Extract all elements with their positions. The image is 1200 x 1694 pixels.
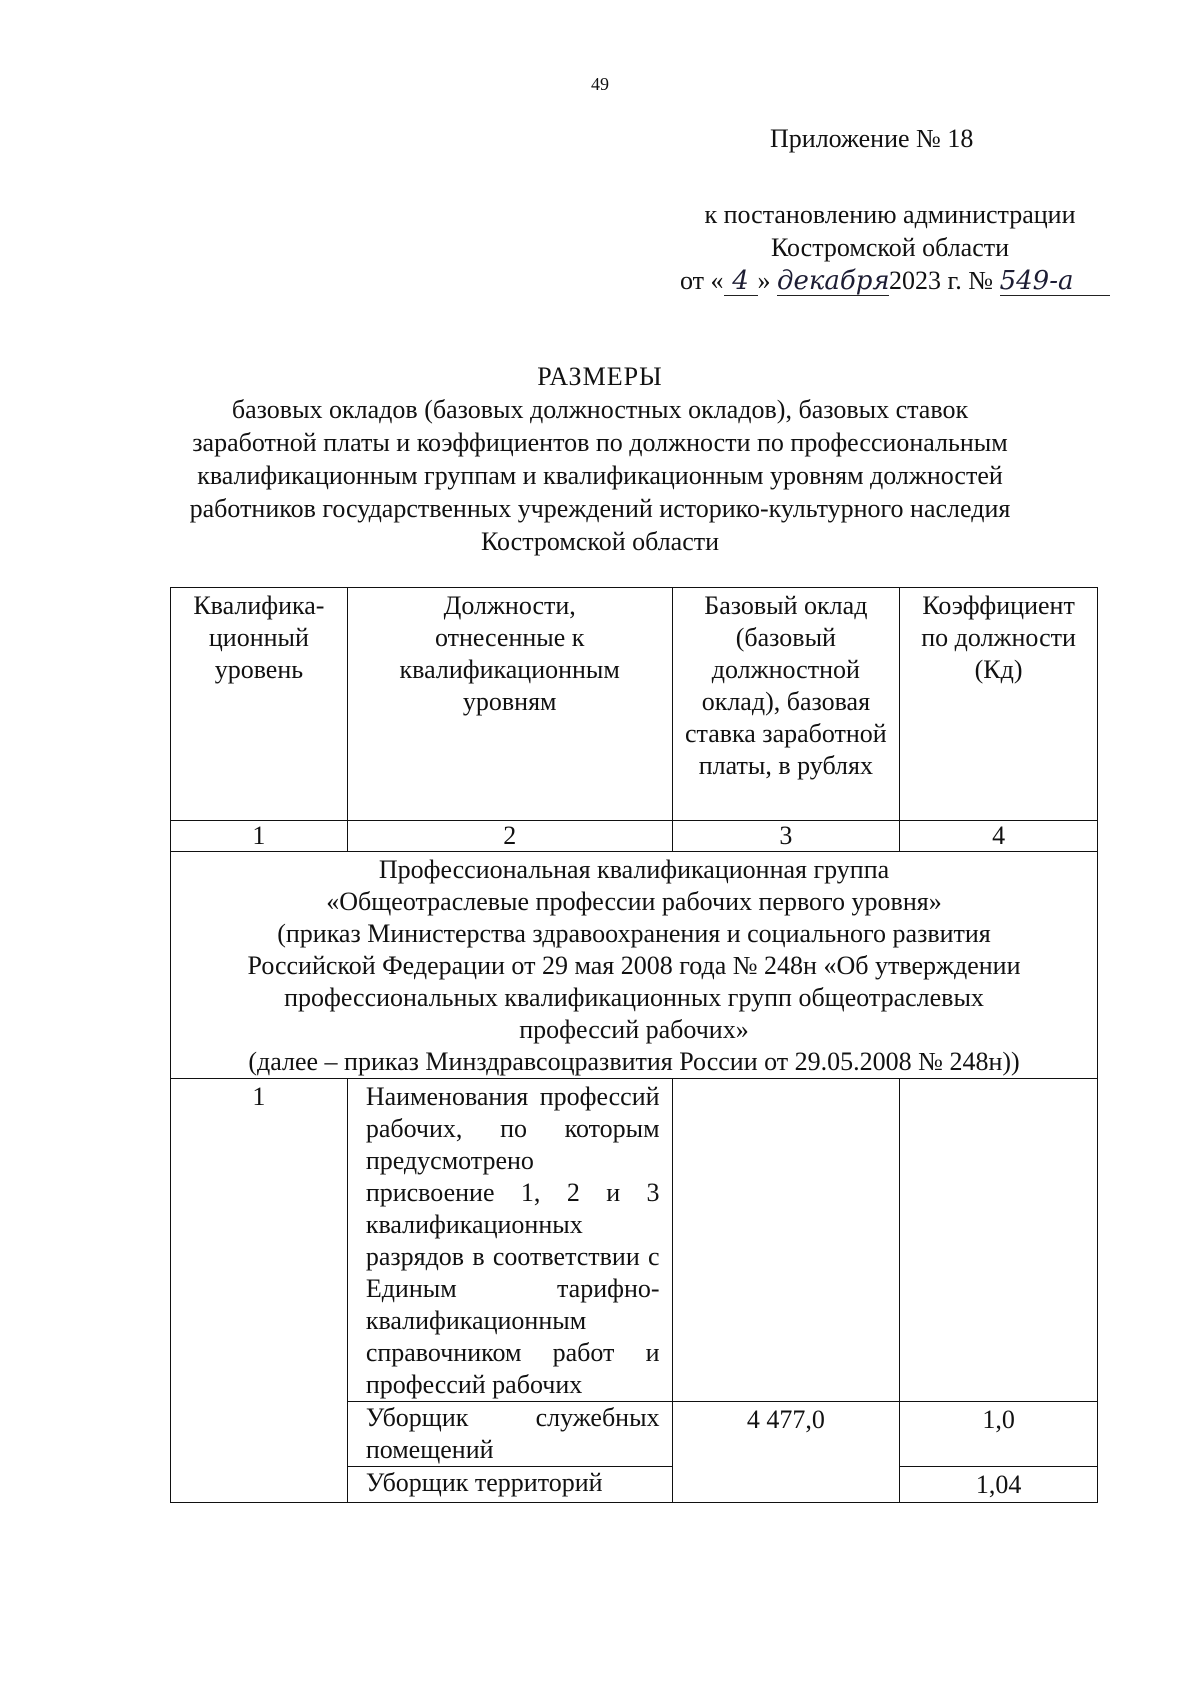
title-line: работников государственных учреждений историко-культурного наследия xyxy=(189,494,1011,523)
title-line: заработной платы и коэффициентов по должности по профессиональным xyxy=(192,428,1008,457)
handwritten-day: 4 xyxy=(724,267,758,296)
column-number: 4 xyxy=(900,821,1098,852)
date-mid: » xyxy=(757,266,771,295)
date-prefix: от « xyxy=(680,266,724,295)
title-line: базовых окладов (базовых должностных окладов), базовых ставок xyxy=(231,395,969,424)
appendix-label: Приложение № 18 xyxy=(770,124,974,153)
professional-group-description xyxy=(171,852,1098,1079)
empty-coefficient-cell xyxy=(900,1079,1098,1402)
column-number: 3 xyxy=(672,821,900,852)
title-line: Костромской области xyxy=(480,527,720,556)
group-line: (приказ Министерства здравоохранения и социального развития xyxy=(277,919,991,948)
resolution-line-2: Костромской области xyxy=(770,233,1010,262)
resolution-reference xyxy=(680,198,1100,297)
header-coefficient: Коэффициент по должности (Кд) xyxy=(900,588,1098,821)
header-base-salary: Базовый оклад (базовый должностной оклад), базовая ставка заработной платы, в рублях xyxy=(672,588,900,821)
resolution-date-line xyxy=(680,264,1100,297)
group-line: (далее – приказ Минздравсоцразвития России от 29.05.2008 № 248н)) xyxy=(248,1047,1020,1076)
qualification-level-cell: 1 xyxy=(171,1079,348,1503)
position-cell: Уборщик территорий xyxy=(347,1467,672,1503)
group-line: профессий рабочих» xyxy=(519,1015,749,1044)
title-heading: РАЗМЕРЫ xyxy=(537,362,663,391)
empty-salary-cell xyxy=(672,1079,900,1402)
coefficient-cell: 1,0 xyxy=(900,1402,1098,1467)
professions-description-cell: Наименования профессий рабочих, по которым предусмотрено присвоение 1, 2 и 3 квалификационных разрядов в соответствии с Единым тарифно-квалификационным справочником работ и профессий рабочих xyxy=(347,1079,672,1402)
title-line: квалификационным группам и квалификационным уровням должностей xyxy=(197,461,1003,490)
professional-group-row xyxy=(171,852,1098,1079)
page-number: 49 xyxy=(591,74,609,94)
base-salary-cell: 4 477,0 xyxy=(672,1402,900,1503)
handwritten-month: декабря xyxy=(777,266,890,296)
column-number: 2 xyxy=(347,821,672,852)
resolution-line-1: к постановлению администрации xyxy=(704,200,1076,229)
document-title xyxy=(150,360,1050,558)
column-number-row xyxy=(171,821,1098,852)
table-row xyxy=(171,1079,1098,1402)
group-line: Профессиональная квалификационная группа xyxy=(378,855,890,884)
group-line: Российской Федерации от 29 мая 2008 года № 248н «Об утверждении xyxy=(247,951,1021,980)
header-positions: Должности, отнесенные к квалификационным уровням xyxy=(347,588,672,821)
header-qualification-level: Квалифика-ционный уровень xyxy=(171,588,348,821)
table-header-row xyxy=(171,588,1098,821)
position-cell: Уборщик служебных помещений xyxy=(347,1402,672,1467)
salary-table xyxy=(170,587,1098,1503)
group-line: «Общеотраслевые профессии рабочих первого уровня» xyxy=(326,887,942,916)
column-number: 1 xyxy=(171,821,348,852)
date-year: 2023 г. № xyxy=(889,266,994,295)
group-line: профессиональных квалификационных групп общеотраслевых xyxy=(284,983,984,1012)
handwritten-number: 549-а xyxy=(1000,267,1110,296)
coefficient-cell: 1,04 xyxy=(900,1467,1098,1503)
